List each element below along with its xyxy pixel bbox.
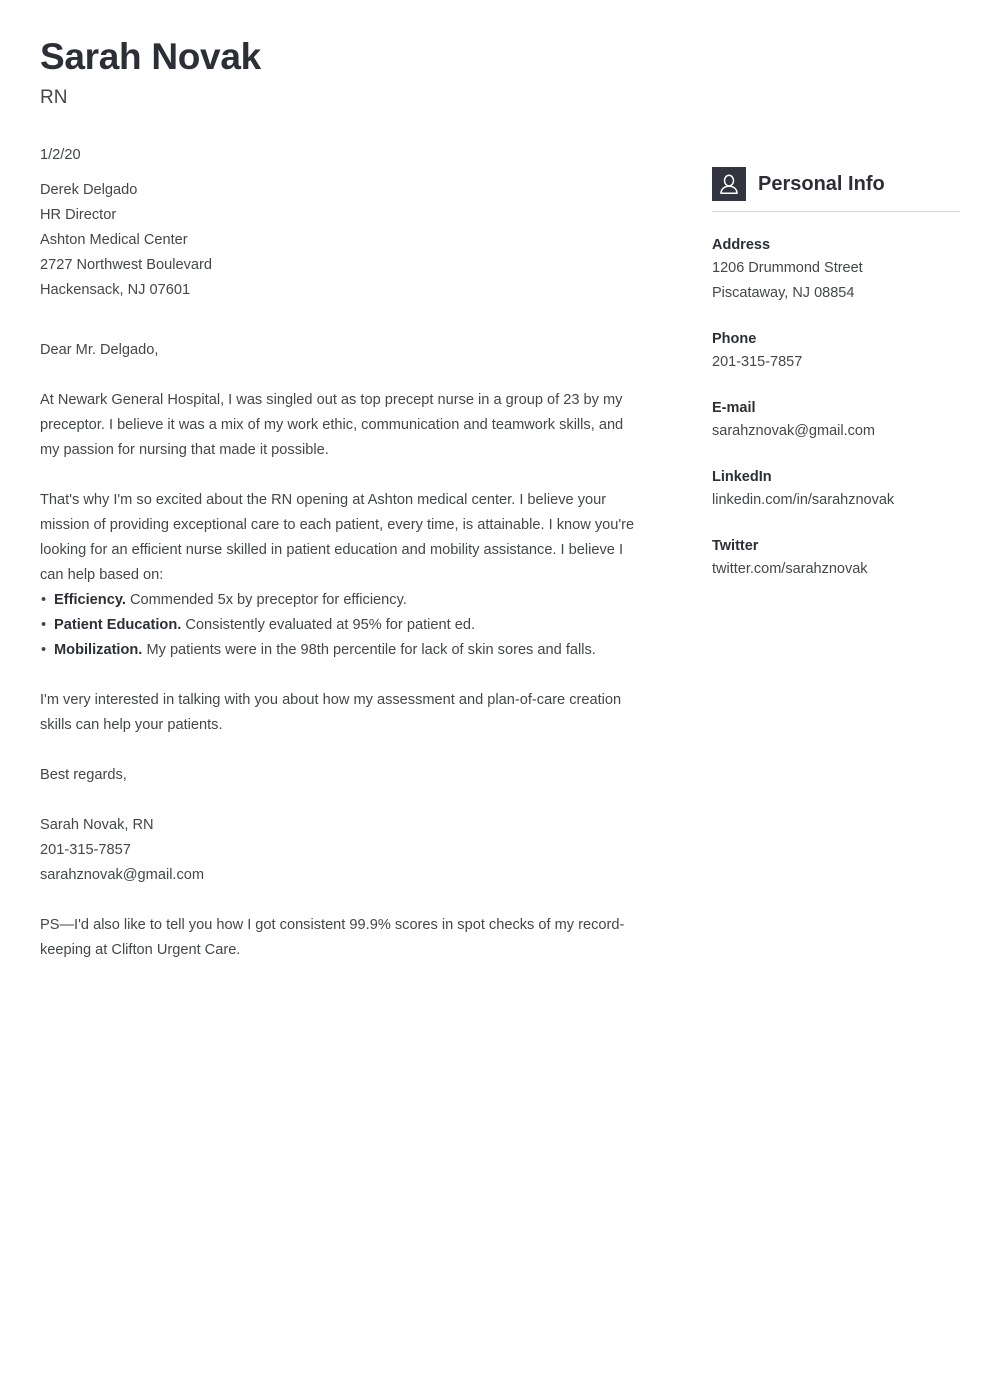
letter-salutation: Dear Mr. Delgado, <box>40 342 159 359</box>
bullet-dot-icon: • <box>41 617 47 634</box>
bullet-text: Consistently evaluated at 95% for patient ed. <box>185 617 475 634</box>
signature-block <box>40 813 646 888</box>
list-item <box>40 588 646 613</box>
signature-phone: 201-315-7857 <box>40 842 131 859</box>
bullet-label: Mobilization. <box>54 642 143 659</box>
candidate-name: Sarah Novak <box>40 36 261 77</box>
field-label: LinkedIn <box>712 469 772 486</box>
letter-body <box>40 143 676 963</box>
sidebar-field-linkedin <box>712 466 960 513</box>
field-label: Phone <box>712 331 757 348</box>
list-item <box>40 613 646 638</box>
signature-name: Sarah Novak, RN <box>40 817 154 834</box>
recipient-address-block <box>40 178 646 303</box>
recipient-line: Hackensack, NJ 07601 <box>40 282 191 299</box>
candidate-job-title: RN <box>40 87 68 109</box>
field-value: 201-315-7857 <box>712 354 803 371</box>
recipient-line: Ashton Medical Center <box>40 232 188 249</box>
sidebar-field-phone <box>712 328 960 375</box>
field-value[interactable]: twitter.com/sarahznovak <box>712 561 868 578</box>
bullet-dot-icon: • <box>41 642 47 659</box>
bullet-text: My patients were in the 98th percentile for lack of skin sores and falls. <box>146 642 596 659</box>
sidebar-field-twitter <box>712 535 960 582</box>
sidebar-title: Personal Info <box>758 173 885 196</box>
letter-paragraph-2: That's why I'm so excited about the RN opening at Ashton medical center. I believe your mission of providing exceptional care to each patient, every time, is attainable. I know you're looking for an efficient nurse skilled in patient education and mobility assistance. I believe I can help based on: <box>40 492 635 584</box>
letter-paragraph-1: At Newark General Hospital, I was singled out as top precept nurse in a group of 23 by my preceptor. I believe it was a mix of my work ethic, communication and teamwork skills, and my passion for nursing that made it possible. <box>40 392 624 459</box>
field-value: 1206 Drummond Street <box>712 260 863 277</box>
sidebar-header <box>712 167 960 212</box>
bullet-label: Patient Education. <box>54 617 182 634</box>
field-label: E-mail <box>712 400 756 417</box>
field-value[interactable]: linkedin.com/in/sarahznovak <box>712 492 895 509</box>
bullet-text: Commended 5x by preceptor for efficiency. <box>129 592 407 609</box>
sidebar-field-address <box>712 234 960 306</box>
bullet-label: Efficiency. <box>54 592 126 609</box>
letter-closing: Best regards, <box>40 767 127 784</box>
person-bust-icon <box>712 167 746 201</box>
field-value[interactable]: sarahznovak@gmail.com <box>712 423 876 440</box>
document-header <box>0 0 990 110</box>
recipient-line: Derek Delgado <box>40 182 138 199</box>
bullet-dot-icon: • <box>41 592 47 609</box>
list-item <box>40 638 646 663</box>
letter-date: 1/2/20 <box>40 147 81 164</box>
letter-postscript: PS—I'd also like to tell you how I got consistent 99.9% scores in spot checks of my record-keeping at Clifton Urgent Care. <box>40 917 625 959</box>
sidebar-field-email <box>712 397 960 444</box>
content-columns <box>0 143 990 963</box>
achievement-bullet-list <box>40 588 646 663</box>
field-value: Piscataway, NJ 08854 <box>712 285 855 302</box>
recipient-line: HR Director <box>40 207 117 224</box>
field-label: Twitter <box>712 538 759 555</box>
signature-email: sarahznovak@gmail.com <box>40 867 205 884</box>
field-label: Address <box>712 237 771 254</box>
letter-paragraph-3: I'm very interested in talking with you about how my assessment and plan-of-care creation skills can help your patients. <box>40 692 622 734</box>
recipient-line: 2727 Northwest Boulevard <box>40 257 212 274</box>
personal-info-sidebar <box>712 143 960 582</box>
